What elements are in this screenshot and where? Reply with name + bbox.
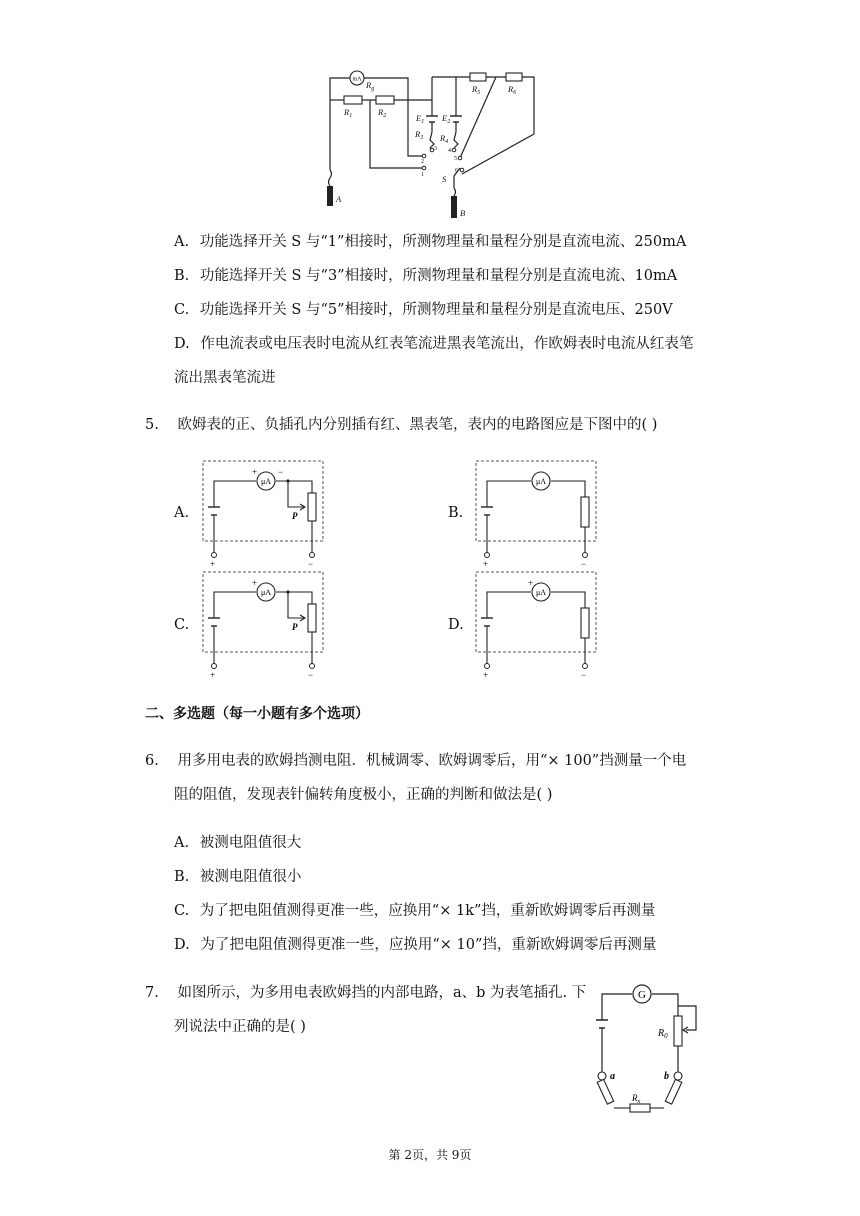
rheostat-icon [308,493,316,521]
svg-text:R2: $R_2$ [378,107,387,119]
option-text: 作电流表或电压表时电流从红表笔流进黑表笔流出，作欧姆表时电流从红表笔 [200,336,694,352]
rheostat-icon [308,604,316,632]
probe-a [597,1079,613,1104]
svg-text:R1: $R_1$ [344,107,353,119]
svg-text:3: 3 [434,146,437,152]
svg-text:G: G [638,989,646,1001]
resistor-rx [630,1104,650,1112]
resistor-icon [581,608,589,638]
option-text: 功能选择开关 S 与“5”相接时，所测物理量和量程分别是直流电压、250V [199,302,673,318]
q5-option-a-label[interactable]: A. [174,505,190,521]
q5-circuit-c[interactable] [200,570,326,678]
probe-b [451,196,457,218]
q4-option-a[interactable] [174,232,686,252]
svg-text:B: B [460,208,466,218]
resistor-r2 [376,96,394,104]
question-text: 如图所示，为多用电表欧姆挡的内部电路，a、b 为表笔插孔. 下 [177,985,587,1001]
page-footer: 第 2页，共 9页 [388,1148,472,1162]
q4-option-b[interactable] [174,266,677,286]
svg-text:+: + [528,578,534,588]
svg-text:R3: $R_3$ [415,129,424,141]
question-text: 用多用电表的欧姆挡测电阻．机械调零、欧姆调零后，用“× 100”挡测量一个电 [177,753,687,769]
svg-text:μA: μA [260,588,272,597]
option-text: 为了把电阻值测得更准一些，应换用“× 10”挡，重新欧姆调零后再测量 [200,937,657,953]
q5-option-c-label[interactable]: C. [174,617,190,633]
q6-option-a[interactable] [174,833,301,853]
svg-text:−: − [581,559,587,567]
probe-b [665,1079,681,1104]
question-number: 5. [145,417,159,433]
svg-text:μA: μA [535,477,547,486]
q4-circuit-figure [320,64,545,226]
svg-text:4: 4 [448,148,451,154]
resistor-r6 [506,73,522,81]
svg-text:a: a [610,1071,615,1082]
option-letter: B. [174,869,190,885]
svg-text:b: b [664,1071,669,1082]
svg-text:P: P [292,511,298,521]
svg-text:A: A [336,194,342,204]
option-letter: B. [174,268,190,284]
q4-option-c[interactable] [174,300,673,320]
q7-stem-line1 [145,983,586,1003]
svg-text:μA: μA [535,588,547,597]
option-letter: A. [174,835,190,851]
svg-text:R0: $R_0$ [658,1028,668,1040]
resistor-icon [581,497,589,527]
rheostat-icon [674,1016,682,1046]
q6-option-b[interactable] [174,867,301,887]
q6-stem-line1 [145,751,686,771]
q5-stem [145,415,657,435]
svg-text:Rg: $R_g$ [366,80,375,92]
option-text: 被测电阻值很大 [199,835,302,851]
svg-text:+: + [210,670,216,678]
option-text: 流出黑表笔流进 [174,370,276,386]
svg-text:−: − [308,559,314,567]
question-number: 7. [145,985,159,1001]
option-text: 被测电阻值很小 [199,869,302,885]
option-text: 为了把电阻值测得更准一些，应换用“× 1k”挡，重新欧姆调零后再测量 [199,903,656,919]
svg-text:R6: $R_6$ [508,84,517,96]
svg-text:+: + [483,670,489,678]
q5-option-b-label[interactable]: B. [448,505,464,521]
option-text: 功能选择开关 S 与“1”相接时，所测物理量和量程分别是直流电流、250mA [199,234,687,250]
q5-option-d-label[interactable]: D. [448,617,464,633]
probe-a [327,186,333,206]
svg-text:Rx: $R_x$ [632,1093,641,1105]
q7-circuit-figure [592,980,712,1120]
question-text: 欧姆表的正、负插孔内分别插有红、黑表笔，表内的电路图应是下图中的( ) [177,417,658,433]
svg-text:R5: $R_5$ [472,84,481,96]
option-letter: A. [174,234,190,250]
svg-text:μA: μA [260,477,272,486]
option-letter: D. [174,336,190,352]
svg-text:+: + [483,559,489,567]
q4-option-d[interactable] [174,334,693,354]
section-title: 二、多选题（每一小题有多个选项） [145,706,369,722]
option-text: 功能选择开关 S 与“3”相接时，所测物理量和量程分别是直流电流、10mA [199,268,678,284]
option-letter: C. [174,903,190,919]
q6-option-d[interactable] [174,935,656,955]
svg-text:+: + [210,559,216,567]
question-number: 6. [145,753,159,769]
q5-circuit-a[interactable] [200,459,326,567]
svg-text:1: 1 [421,172,424,178]
svg-text:2: 2 [421,159,424,165]
svg-text:mA: mA [352,76,362,83]
svg-text:+: + [252,467,258,477]
svg-text:+: + [252,578,258,588]
svg-text:R4: $R_4$ [440,133,449,145]
resistor-r1 [344,96,362,104]
resistor-r5 [470,73,486,81]
q5-circuit-b[interactable] [473,459,599,567]
svg-text:−: − [308,670,314,678]
q6-stem-line2: 阻的阻值，发现表针偏转角度极小，正确的判断和做法是( ) [174,787,553,803]
q6-option-c[interactable] [174,901,655,921]
svg-text:6: 6 [455,168,458,174]
q5-circuit-d[interactable] [473,570,599,678]
svg-text:E1: $E_1$ [416,113,425,125]
svg-text:S: S [442,174,447,184]
svg-text:−: − [278,467,284,477]
svg-text:5: 5 [454,156,457,162]
svg-text:P: P [292,622,298,632]
svg-text:E2: $E_2$ [442,113,451,125]
option-letter: D. [174,937,190,953]
q7-stem-line2: 列说法中正确的是( ) [174,1019,306,1035]
option-letter: C. [174,302,190,318]
q4-option-d-continued [174,368,276,388]
svg-text:−: − [581,670,587,678]
